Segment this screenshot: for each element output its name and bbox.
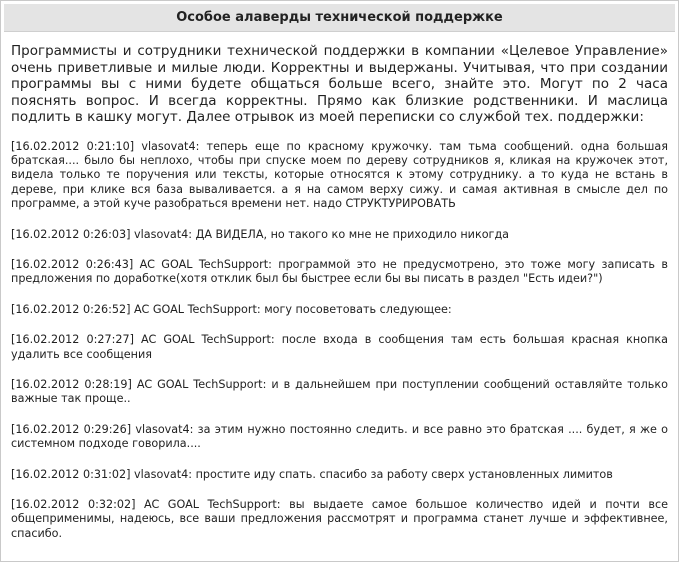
article-body bbox=[11, 43, 668, 557]
chat-message bbox=[11, 303, 668, 317]
message-author: AC GOAL TechSupport: bbox=[141, 333, 275, 347]
chat-message bbox=[11, 333, 668, 362]
chat-message bbox=[11, 378, 668, 407]
message-author: AC GOAL TechSupport: bbox=[134, 302, 261, 316]
message-text: вы выдаете самое большое количество идей и почти все общеприменимы, надеюсь, все ваши предложения рассмотрят и программа станет лучше и эффективнее, спасибо. bbox=[11, 498, 668, 540]
message-author: vlasovat4: bbox=[134, 227, 193, 241]
message-timestamp: [16.02.2012 0:21:10] bbox=[11, 139, 135, 153]
chat-message bbox=[11, 228, 668, 242]
message-text: за этим нужно постоянно следить. и все равно это братская .... будет, я же о системном подходе говорила.... bbox=[11, 422, 669, 451]
chat-message bbox=[11, 258, 668, 287]
message-text: простите иду спать. спасибо за работу сверх установленных лимитов bbox=[195, 467, 613, 481]
message-timestamp: [16.02.2012 0:26:52] bbox=[11, 302, 131, 316]
message-timestamp: [16.02.2012 0:26:43] bbox=[11, 257, 134, 271]
page-header bbox=[4, 4, 675, 32]
message-timestamp: [16.02.2012 0:29:26] bbox=[11, 422, 132, 436]
message-timestamp: [16.02.2012 0:26:03] bbox=[11, 227, 131, 241]
message-text: программой это не предусмотрено, это тоже могу записать в предложения по доработке(хотя отклик был бы быстрее если бы вы писать в раздел "Есть идеи?") bbox=[11, 257, 668, 286]
message-text: после входа в сообщения там есть большая красная кнопка удалить все сообщения bbox=[11, 333, 669, 361]
message-author: vlasovat4: bbox=[134, 467, 193, 481]
chat-log bbox=[11, 140, 668, 542]
chat-message bbox=[11, 423, 668, 452]
message-author: AC GOAL TechSupport: bbox=[139, 257, 272, 271]
chat-message bbox=[11, 140, 668, 212]
message-timestamp: [16.02.2012 0:28:19] bbox=[11, 377, 132, 391]
message-author: vlasovat4: bbox=[135, 422, 194, 436]
chat-message bbox=[11, 468, 668, 482]
page-title: Особое алаверды технической поддержке bbox=[176, 10, 503, 25]
message-text: могу посоветовать следующее: bbox=[264, 302, 452, 316]
message-timestamp: [16.02.2012 0:27:27] bbox=[11, 333, 134, 347]
chat-message bbox=[11, 498, 668, 541]
message-text: и в дальнейшем при поступлении сообщений оставляйте только важные так проще.. bbox=[11, 377, 668, 406]
message-text: теперь еще по красному кружочку. там тьма сообщений. одна большая братская.... было бы неплохо, чтобы при спуске моем по дереву сотрудников я, кликая на кружочек этот, видела только те поручения или тексты, которые относятся к этому сотруднику. а то куда не встань в дереве, при клике вся база вываливается. а я на самом верху сижу. и самая активная в смысле дел по программе, а этой куче разобраться времени нет. надо СТРУКТУРИРОВАТЬ bbox=[11, 139, 668, 211]
message-author: AC GOAL TechSupport: bbox=[136, 377, 267, 391]
message-author: vlasovat4: bbox=[141, 139, 200, 153]
intro-paragraph: Программисты и сотрудники технической поддержки в компании «Целевое Управление» очень приветливые и милые люди. Корректны и выдержаны. Учитывая, что при создании программы вы с ними будете общаться больше всего, знайте это. Могут по 2 часа пояснять вопрос. И всегда корректны. Прямо как близкие родственники. И маслица подлить в кашку могут. Далее отрывок из моей переписки со службой тех. поддержки: bbox=[11, 43, 668, 125]
message-timestamp: [16.02.2012 0:31:02] bbox=[11, 467, 131, 481]
message-author: AC GOAL TechSupport: bbox=[144, 498, 281, 511]
message-timestamp: [16.02.2012 0:32:02] bbox=[11, 498, 136, 511]
message-text: ДА ВИДЕЛА, но такого ко мне не приходило никогда bbox=[195, 227, 510, 241]
